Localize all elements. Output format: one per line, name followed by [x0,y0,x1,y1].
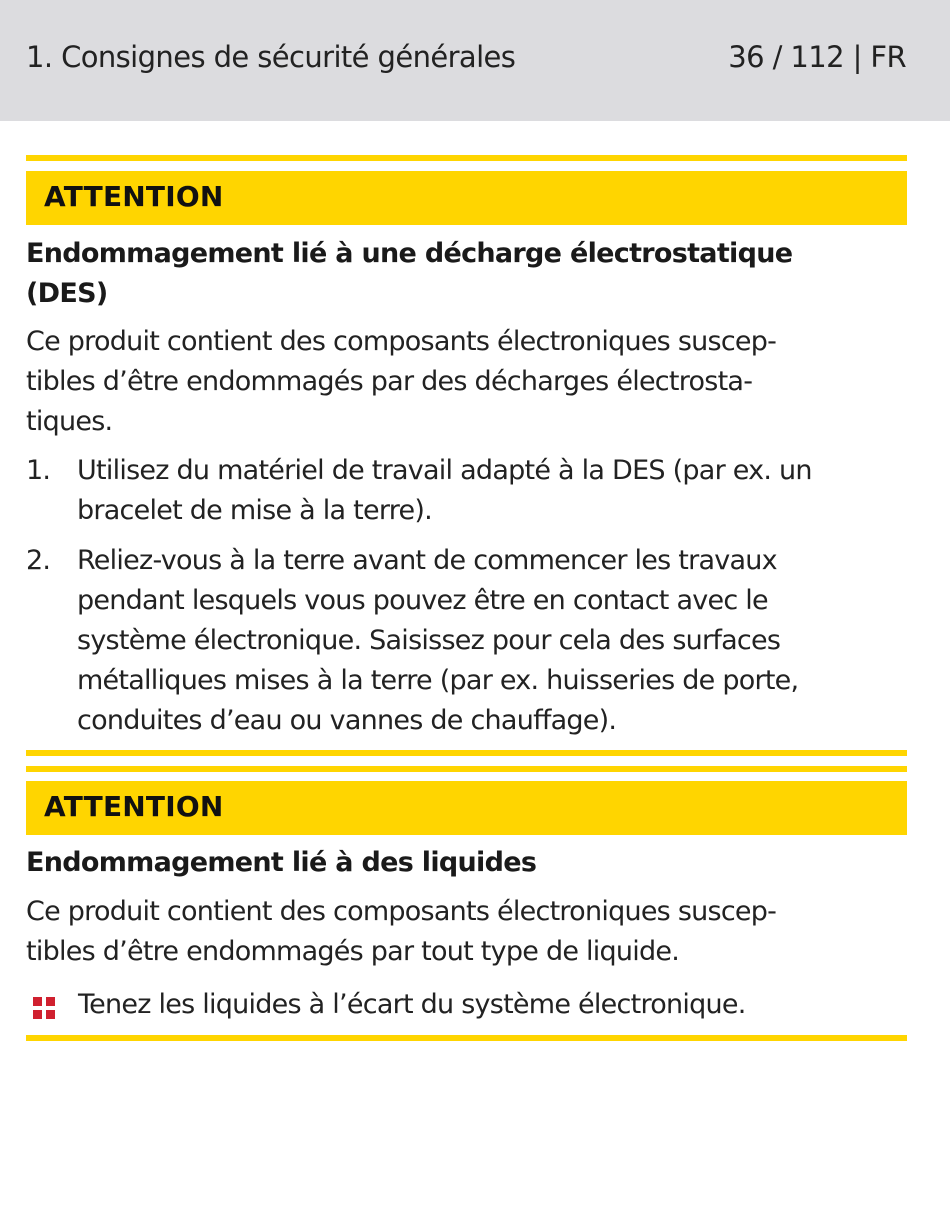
section-title: 1. Consignes de sécurité générales [26,40,516,74]
page-indicator: 36 / 112 | FR [728,40,906,74]
notice-description [26,322,907,442]
step-text-line: bracelet de mise à la terre). [77,495,432,526]
step-text-line: Utilisez du matériel de travail adapté à la DES (par ex. un [77,455,812,486]
step-text-line: pendant lesquels vous pouvez être en contact avec le [77,585,768,616]
attention-banner [26,781,907,835]
description-line: tibles d’être endommagés par tout type de liquide. [26,936,680,967]
notice-top-rule [26,766,907,772]
bullet-text: Tenez les liquides à l’écart du système électronique. [78,989,746,1020]
step-text-line: métalliques mises à la terre (par ex. huisseries de porte, [77,665,799,696]
notice-heading [26,234,907,314]
attention-banner [26,171,907,225]
description-line: Ce produit contient des composants électroniques suscep- [26,326,777,357]
step-number: 1. [26,455,51,486]
red-square-bullet-icon [33,997,55,1019]
description-line: Ce produit contient des composants électroniques suscep- [26,896,777,927]
attention-label: ATTENTION [44,790,224,823]
description-line: tibles d’être endommagés par des décharges électrosta- [26,366,753,397]
notice-bottom-rule [26,750,907,756]
page-header [0,0,950,121]
notice-heading-line: Endommagement lié à une décharge électrostatique [26,238,793,269]
description-line: tiques. [26,406,113,437]
notice-top-rule [26,155,907,161]
step-text-line: Reliez-vous à la terre avant de commencer les travaux [77,545,777,576]
attention-label: ATTENTION [44,180,224,213]
notice-heading [26,843,907,883]
notice-heading-line: Endommagement lié à des liquides [26,847,537,878]
notice-description [26,892,907,972]
step-text-line: conduites d’eau ou vannes de chauffage). [77,705,617,736]
notice-heading-line: (DES) [26,278,108,309]
step-number: 2. [26,545,51,576]
notice-bottom-rule [26,1035,907,1041]
step-text-line: système électronique. Saisissez pour cela des surfaces [77,625,781,656]
